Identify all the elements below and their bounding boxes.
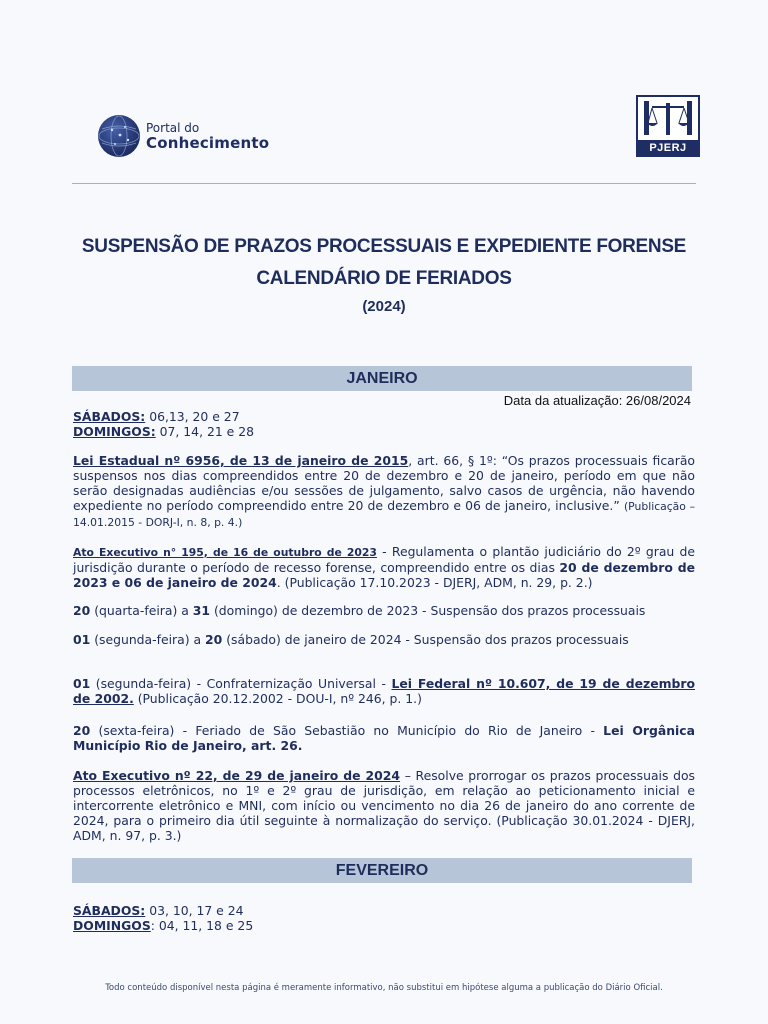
ato-195-publication: . (Publicação 17.10.2023 - DJERJ, ADM, n. 29, p. 2.) — [276, 575, 593, 590]
lei-organica-reference: Lei Orgânica Município Rio de Janeiro, art. 26. — [73, 723, 695, 753]
suspension-dec-start: 20 — [73, 603, 91, 618]
sundays-values: 07, 14, 21 e 28 — [155, 424, 254, 439]
holiday-jan-01 — [73, 676, 695, 706]
feb-saturdays-label: SÁBADOS: — [73, 903, 146, 918]
portal-do-conhecimento-logo — [98, 115, 298, 159]
holiday-jan-01-publication: (Publicação 20.12.2002 - DOU-I, nº 246, p. 1.) — [133, 691, 422, 706]
update-date: Data da atualização: 26/08/2024 — [503, 393, 691, 408]
feb-saturdays-values: 03, 10, 17 e 24 — [145, 903, 244, 918]
month-heading-january: JANEIRO — [72, 366, 692, 391]
law-6956-text: , art. 66, § 1º: “Os prazos processuais ficarão suspensos nos dias compreendidos entre 20 de dezembro e 20 de janeiro, período em que não serão designadas audiências e/ou sessões de julgamento, salvo casos de urgência, não havendo expediente no período compreendido entre 20 de dezembro e 06 de janeiro, inclusive.” — [73, 453, 696, 513]
feb-sundays-values: : 04, 11, 18 e 25 — [150, 918, 254, 933]
suspension-dec-text: (domingo) de dezembro de 2023 - Suspensão dos prazos processuais — [210, 603, 646, 618]
suspension-jan-text: (sábado) de janeiro de 2024 - Suspensão dos prazos processuais — [222, 632, 629, 647]
ato-195-paragraph — [73, 544, 695, 590]
february-weekends — [73, 903, 695, 933]
ato-22-text: – Resolve prorrogar os prazos processuais dos processos eletrônicos, no 1º e 2º grau de jurisdição, em relação ao peticionamento inicial e intercorrente eletrônico e MNI, com início ou vencimento no dia 26 de janeiro do ano corrente de 2024, para o primeiro dia útil seguinte à normalização do serviço. (Publicação 30.01.2024 - DJERJ, ADM, n. 97, p. 3.) — [73, 768, 695, 843]
footer-disclaimer: Todo conteúdo disponível nesta página é meramente informativo, não substitui em hipótese alguma a publicação do Diário Oficial. — [105, 983, 663, 993]
portal-logo-line1: Portal do — [146, 121, 200, 135]
suspension-jan-start: 01 — [73, 632, 91, 647]
feb-sundays-label: DOMINGOS — [73, 918, 151, 933]
january-weekends — [73, 409, 695, 439]
holiday-jan-20-text: (sexta-feira) - Feriado de São Sebastião no Município do Rio de Janeiro - — [90, 723, 604, 738]
ato-195-link[interactable]: Ato Executivo n° 195, de 16 de outubro de 2023 — [73, 546, 377, 559]
page-title-year: (2024) — [362, 298, 406, 315]
suspension-december — [73, 603, 695, 618]
holiday-jan-01-text: (segunda-feira) - Confraternização Universal - — [90, 676, 392, 691]
law-6956-link[interactable]: Lei Estadual nº 6956, de 13 de janeiro de 2015 — [73, 453, 409, 468]
saturdays-values: 06,13, 20 e 27 — [145, 409, 240, 424]
page-title-line1: SUSPENSÃO DE PRAZOS PROCESSUAIS E EXPEDIENTE FORENSE — [81, 236, 687, 257]
header-divider — [72, 183, 696, 184]
suspension-dec-mid: (quarta-feira) a — [90, 603, 193, 618]
suspension-jan-end: 20 — [205, 632, 223, 647]
holiday-jan-01-day: 01 — [73, 676, 91, 691]
law-6956-publication: (Publicação – 14.01.2015 - DORJ-I, n. 8, p. 4.) — [73, 500, 695, 529]
month-heading-february: FEVEREIRO — [72, 858, 692, 883]
saturdays-label: SÁBADOS: — [73, 409, 146, 424]
page-title-line2: CALENDÁRIO DE FERIADOS — [256, 268, 512, 289]
globe-icon — [98, 115, 140, 157]
ato-195-period: 20 de dezembro de 2023 e 06 de janeiro de 2024 — [73, 560, 695, 590]
holiday-jan-20-day: 20 — [73, 723, 91, 738]
suspension-jan-mid: (segunda-feira) a — [90, 632, 206, 647]
ato-195-text: - Regulamenta o plantão judiciário do 2º grau de jurisdição durante o período de recesso forense, compreendido entre os dias — [73, 544, 695, 575]
pjerj-logo — [636, 95, 700, 157]
law-6956-paragraph — [73, 453, 695, 530]
suspension-january — [73, 632, 695, 647]
ato-22-paragraph — [73, 768, 695, 843]
ato-22-link[interactable]: Ato Executivo nº 22, de 29 de janeiro de 2024 — [73, 768, 401, 783]
scales-of-justice-icon — [638, 97, 698, 139]
suspension-dec-end: 31 — [192, 603, 211, 618]
sundays-label: DOMINGOS: — [73, 424, 156, 439]
portal-logo-line2: Conhecimento — [146, 134, 270, 152]
law-10607-link[interactable]: Lei Federal nº 10.607, de 19 de dezembro de 2002. — [73, 676, 695, 706]
holiday-jan-20 — [73, 723, 695, 753]
pjerj-logo-label: PJERJ — [636, 140, 700, 157]
